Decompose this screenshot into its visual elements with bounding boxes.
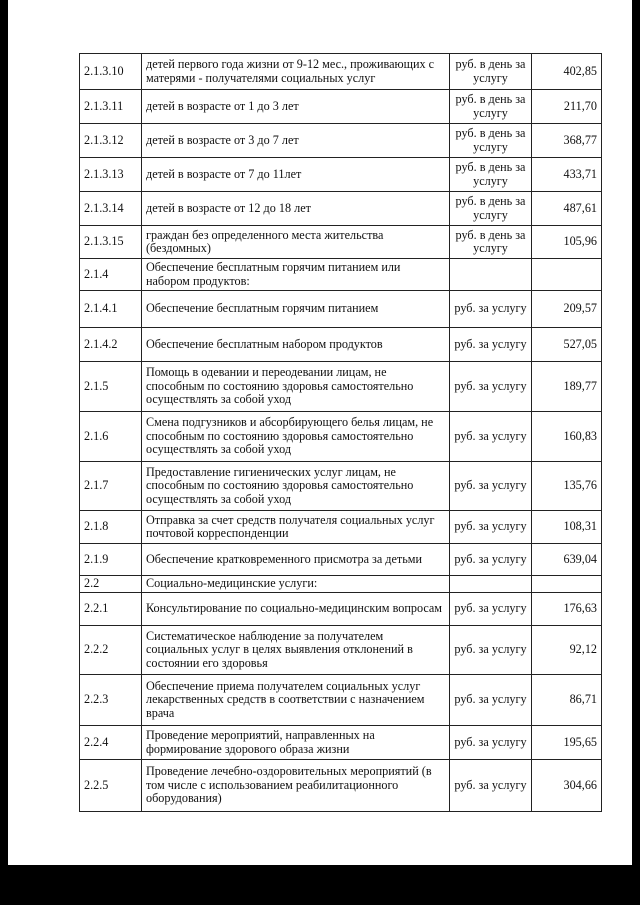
service-name: Проведение мероприятий, направленных на формирование здорового образа жизни [142, 726, 450, 760]
service-price: 487,61 [532, 192, 602, 226]
service-name: Предоставление гигиенических услуг лицам, не способным по состоянию здоровья самостоятельно осуществлять за собой уход [142, 462, 450, 511]
service-name: детей в возрасте от 7 до 11лет [142, 158, 450, 192]
unit-of-measure: руб. за услугу [450, 726, 532, 760]
table-row [80, 362, 602, 412]
service-number: 2.1.4 [80, 259, 142, 291]
table-row [80, 675, 602, 726]
service-price: 176,63 [532, 593, 602, 626]
table-row [80, 626, 602, 675]
service-name: Консультирование по социально-медицинским вопросам [142, 593, 450, 626]
service-name: граждан без определенного места жительства (бездомных) [142, 226, 450, 259]
service-number: 2.2.2 [80, 626, 142, 675]
scan-left-edge [0, 0, 8, 905]
table-row [80, 544, 602, 576]
service-number: 2.1.9 [80, 544, 142, 576]
table-row [80, 593, 602, 626]
unit-of-measure: руб. за услугу [450, 511, 532, 544]
service-name: детей первого года жизни от 9-12 мес., проживающих с матерями - получателями социальных услуг [142, 54, 450, 90]
service-price: 433,71 [532, 158, 602, 192]
service-number: 2.1.3.13 [80, 158, 142, 192]
unit-of-measure: руб. за услугу [450, 362, 532, 412]
section-number: 2.2 [80, 576, 142, 593]
unit-of-measure: руб. за услугу [450, 544, 532, 576]
unit-of-measure: руб. за услугу [450, 675, 532, 726]
service-number: 2.2.5 [80, 760, 142, 812]
unit-of-measure: руб. в день за услугу [450, 54, 532, 90]
service-number: 2.1.3.12 [80, 124, 142, 158]
table-row [80, 54, 602, 90]
unit-of-measure: руб. за услугу [450, 462, 532, 511]
unit-of-measure: руб. в день за услугу [450, 226, 532, 259]
service-number: 2.1.3.11 [80, 90, 142, 124]
service-name: Обеспечение бесплатным горячим питанием или набором продуктов: [142, 259, 450, 291]
service-price: 368,77 [532, 124, 602, 158]
table-row [80, 726, 602, 760]
table-row [80, 328, 602, 362]
unit-of-measure [450, 576, 532, 593]
service-number: 2.1.8 [80, 511, 142, 544]
table-row [80, 158, 602, 192]
table-row [80, 576, 602, 593]
unit-of-measure: руб. за услугу [450, 328, 532, 362]
table-row [80, 760, 602, 812]
service-price: 135,76 [532, 462, 602, 511]
service-price: 402,85 [532, 54, 602, 90]
service-price: 92,12 [532, 626, 602, 675]
service-number: 2.2.1 [80, 593, 142, 626]
unit-of-measure: руб. в день за услугу [450, 124, 532, 158]
service-name: Систематическое наблюдение за получателем социальных услуг в целях выявления отклонений в состоянии его здоровья [142, 626, 450, 675]
unit-of-measure: руб. за услугу [450, 291, 532, 328]
table-row [80, 259, 602, 291]
service-name: детей в возрасте от 3 до 7 лет [142, 124, 450, 158]
service-price: 527,05 [532, 328, 602, 362]
table-row [80, 192, 602, 226]
scan-right-edge [632, 0, 640, 905]
section-title: Социально-медицинские услуги: [142, 576, 450, 593]
service-name: Помощь в одевании и переодевании лицам, не способным по состоянию здоровья самостоятельно осуществлять за собой уход [142, 362, 450, 412]
service-price [532, 259, 602, 291]
service-name: детей в возрасте от 12 до 18 лет [142, 192, 450, 226]
service-price: 211,70 [532, 90, 602, 124]
price-table-body [80, 54, 602, 812]
scan-bottom-edge [0, 865, 640, 905]
unit-of-measure: руб. за услугу [450, 412, 532, 462]
service-price: 108,31 [532, 511, 602, 544]
unit-of-measure: руб. за услугу [450, 760, 532, 812]
table-row [80, 511, 602, 544]
service-number: 2.1.6 [80, 412, 142, 462]
service-name: детей в возрасте от 1 до 3 лет [142, 90, 450, 124]
service-number: 2.1.3.10 [80, 54, 142, 90]
service-number: 2.1.3.14 [80, 192, 142, 226]
service-price: 304,66 [532, 760, 602, 812]
unit-of-measure: руб. в день за услугу [450, 158, 532, 192]
service-price: 160,83 [532, 412, 602, 462]
service-number: 2.1.4.2 [80, 328, 142, 362]
service-number: 2.1.3.15 [80, 226, 142, 259]
table-row [80, 90, 602, 124]
service-price: 189,77 [532, 362, 602, 412]
service-number: 2.1.7 [80, 462, 142, 511]
table-row [80, 226, 602, 259]
service-price: 209,57 [532, 291, 602, 328]
unit-of-measure [450, 259, 532, 291]
service-name: Смена подгузников и абсорбирующего белья лицам, не способным по состоянию здоровья самостоятельно осуществлять за собой уход [142, 412, 450, 462]
service-name: Обеспечение кратковременного присмотра за детьми [142, 544, 450, 576]
unit-of-measure: руб. в день за услугу [450, 192, 532, 226]
table-row [80, 291, 602, 328]
price-table [79, 53, 602, 812]
service-name: Обеспечение бесплатным горячим питанием [142, 291, 450, 328]
unit-of-measure: руб. за услугу [450, 593, 532, 626]
service-number: 2.1.5 [80, 362, 142, 412]
unit-of-measure: руб. за услугу [450, 626, 532, 675]
table-row [80, 124, 602, 158]
table-row [80, 412, 602, 462]
service-name: Обеспечение бесплатным набором продуктов [142, 328, 450, 362]
service-name: Обеспечение приема получателем социальных услуг лекарственных средств в соответствии с назначением врача [142, 675, 450, 726]
service-price: 86,71 [532, 675, 602, 726]
service-price: 639,04 [532, 544, 602, 576]
service-price: 105,96 [532, 226, 602, 259]
table-row [80, 462, 602, 511]
service-number: 2.2.4 [80, 726, 142, 760]
service-price [532, 576, 602, 593]
service-name: Проведение лечебно-оздоровительных мероприятий (в том числе с использованием реабилитационного оборудования) [142, 760, 450, 812]
service-number: 2.1.4.1 [80, 291, 142, 328]
service-number: 2.2.3 [80, 675, 142, 726]
service-name: Отправка за счет средств получателя социальных услуг почтовой корреспонденции [142, 511, 450, 544]
service-price: 195,65 [532, 726, 602, 760]
unit-of-measure: руб. в день за услугу [450, 90, 532, 124]
